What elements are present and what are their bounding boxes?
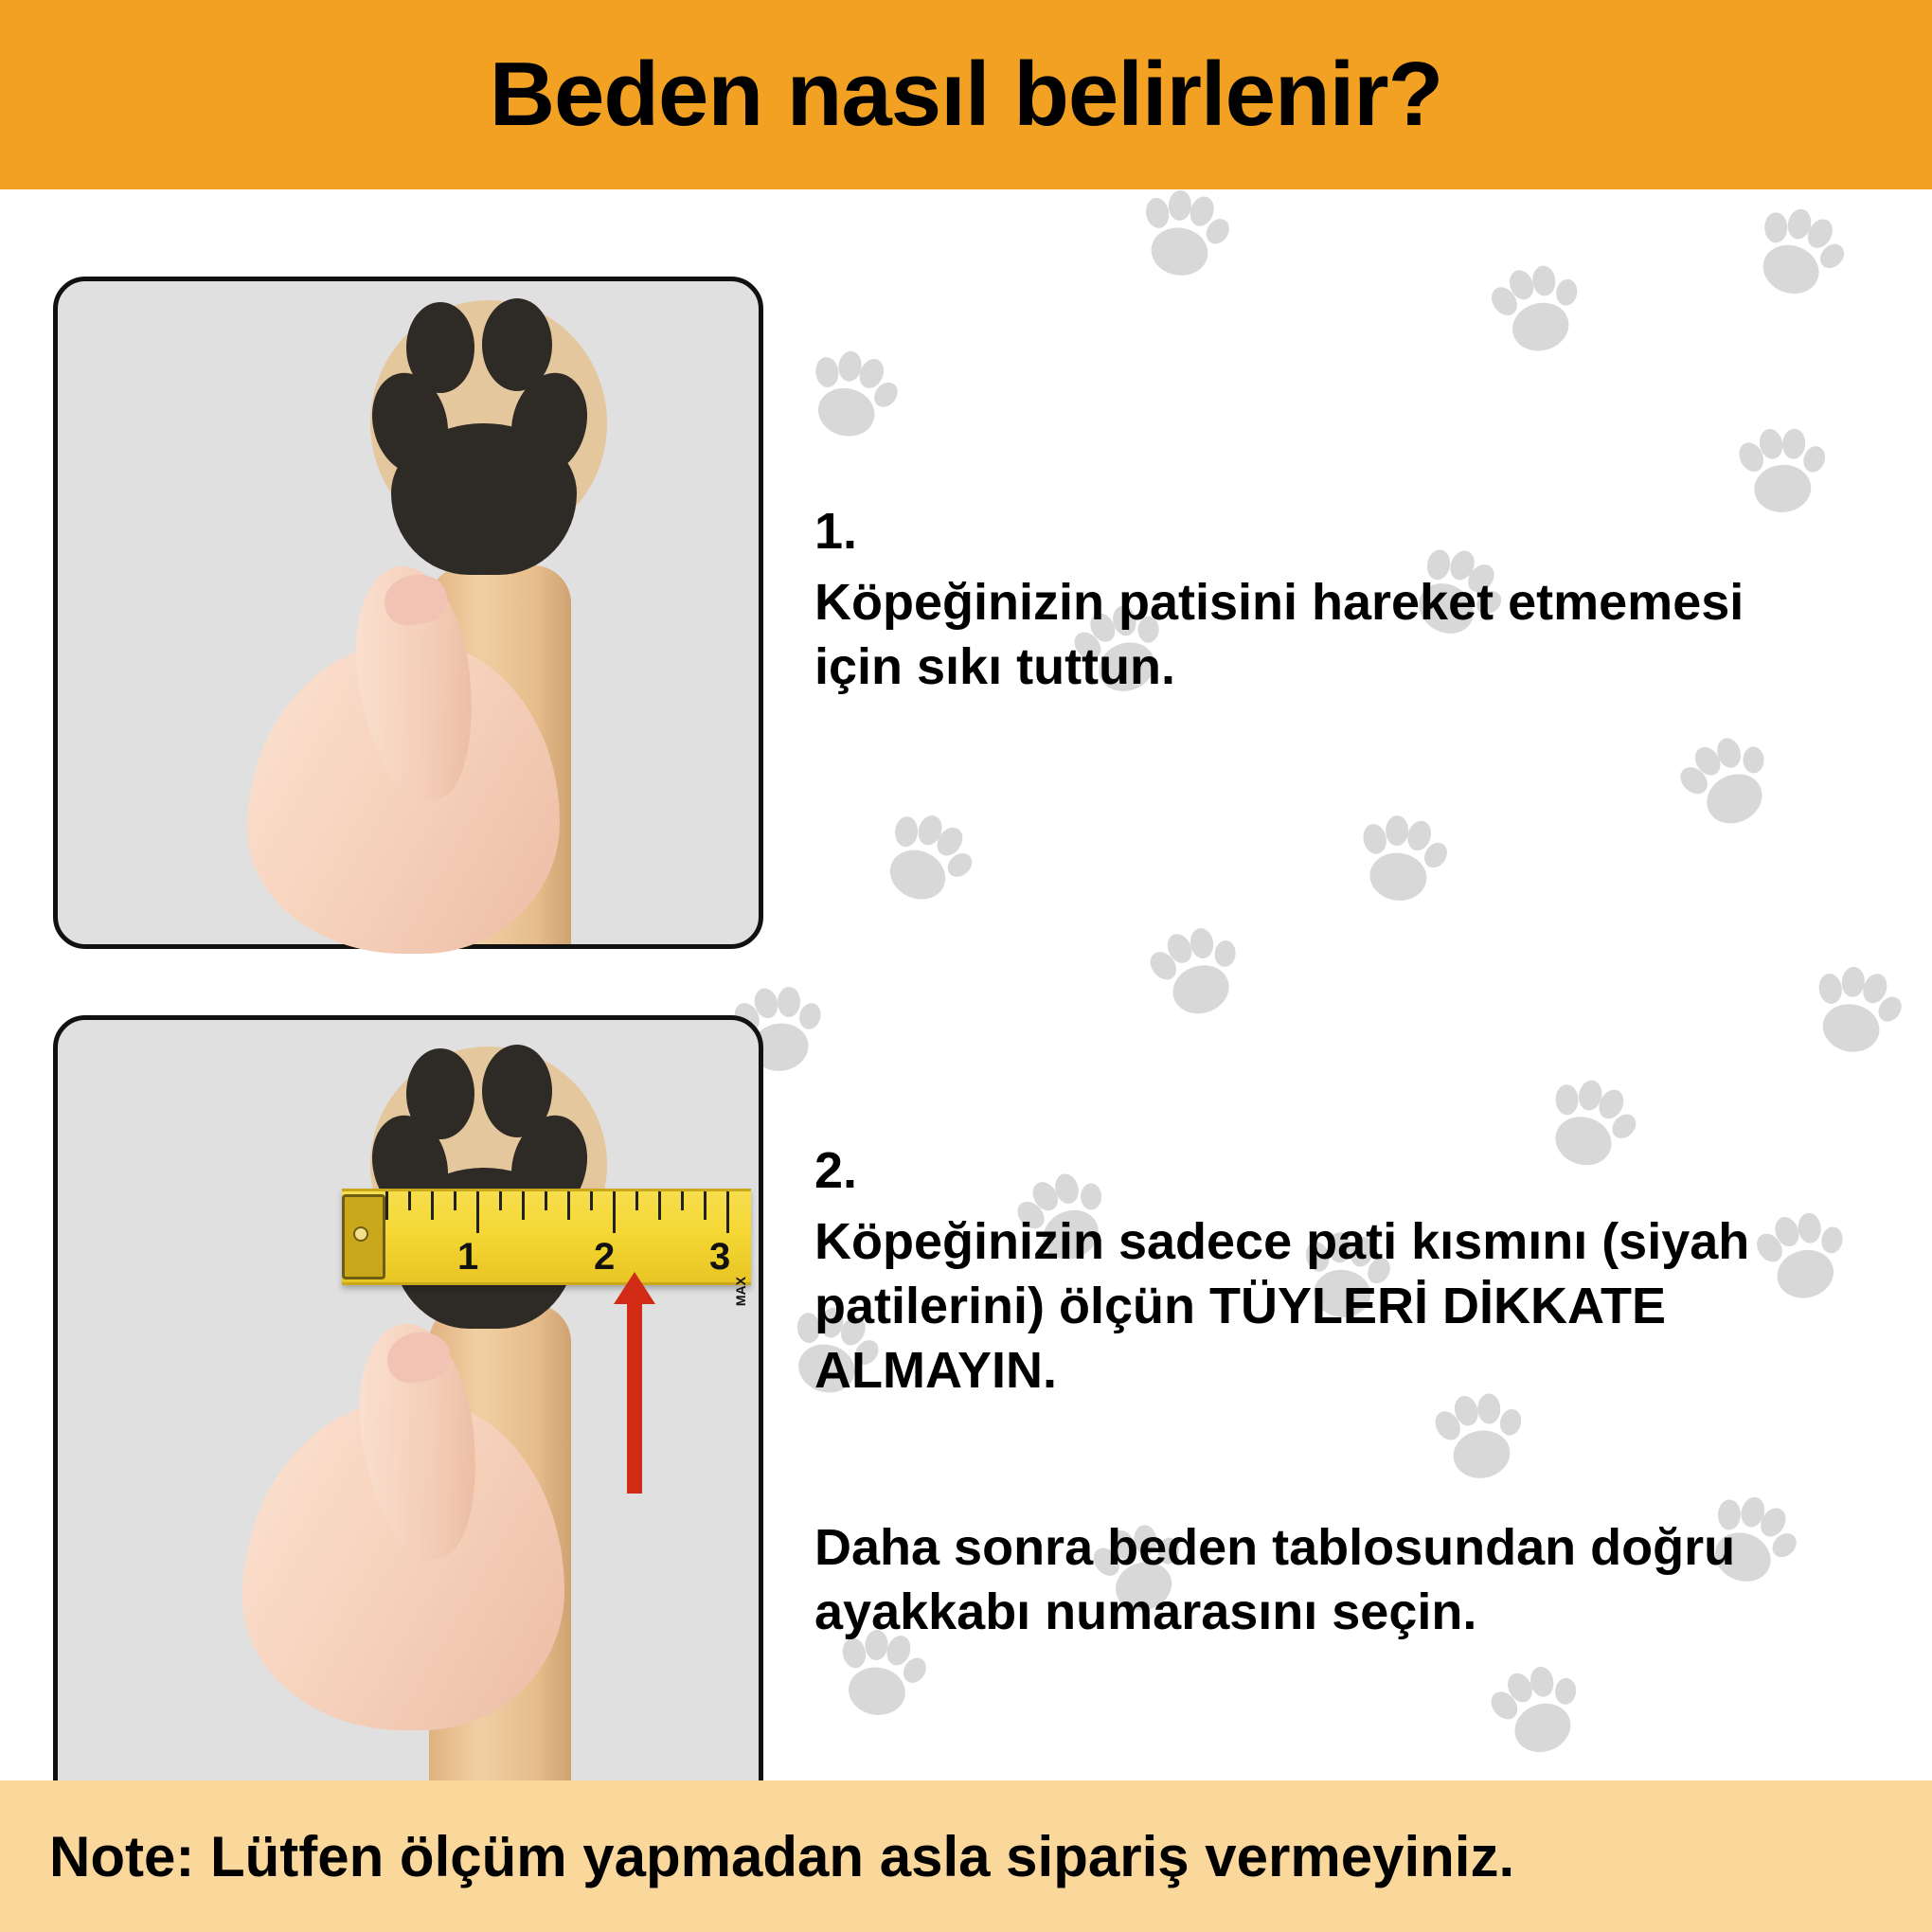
step-1-text-block <box>814 502 1837 699</box>
measuring-paw-illustration <box>58 1020 759 1891</box>
measuring-tape <box>342 1189 751 1307</box>
paw-main-pad <box>391 423 577 575</box>
tape-number: 1 <box>457 1236 479 1278</box>
closing-description: Daha sonra beden tablosundan doğru ayakkabı numarasını seçin. <box>814 1519 1736 1641</box>
measurement-arrow-line <box>627 1304 642 1494</box>
tape-max-label: MAX <box>733 1277 748 1307</box>
closing-text-block <box>814 1515 1837 1644</box>
footer-note: Note: Lütfen ölçüm yapmadan asla sipariş vermeyiniz. <box>49 1824 1515 1888</box>
page-title: Beden nasıl belirlenir? <box>489 44 1443 145</box>
header-banner <box>0 0 1932 189</box>
step-1-number: 1. <box>814 503 858 560</box>
step-2-description: Köpeğinizin sadece pati kısmını (siyah patilerini) ölçün TÜYLERİ DİKKATE ALMAYIN. <box>814 1213 1750 1400</box>
tape-hook-dot <box>353 1226 368 1242</box>
hand-holding-paw-illustration <box>58 281 759 944</box>
step-1-description: Köpeğinizin patisini hareket etmemesi için sıkı tuttun. <box>814 574 1744 696</box>
footer-banner <box>0 1780 1932 1932</box>
step-2-photo <box>53 1015 763 1896</box>
measurement-arrow-head <box>614 1272 655 1304</box>
tape-number: 2 <box>594 1236 616 1278</box>
main-content <box>0 189 1932 1780</box>
step-2-text-block <box>814 1141 1837 1403</box>
tape-number: 3 <box>709 1236 731 1278</box>
step-2-number: 2. <box>814 1142 858 1199</box>
step-1-photo <box>53 277 763 949</box>
